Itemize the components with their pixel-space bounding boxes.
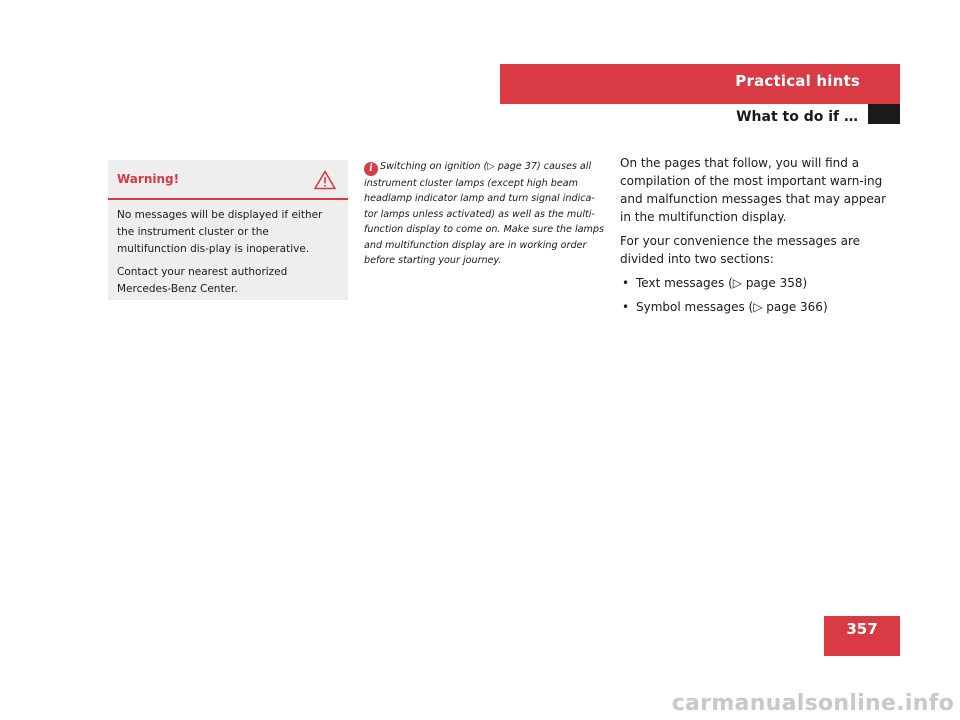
- chapter-tab: [868, 104, 900, 124]
- list-item-label: Text messages (: [636, 276, 733, 290]
- warning-paragraph: No messages will be displayed if either the instrument cluster or the multifunction dis-play is inoperative.: [117, 209, 323, 255]
- warning-header: [108, 160, 348, 200]
- intro-paragraph: On the pages that follow, you will find a compilation of the most important warn-ing and malfunction messages that may appear in the multifunction display.: [620, 156, 886, 224]
- subsection-title: What to do if …: [736, 109, 858, 125]
- warning-title: Warning!: [117, 172, 180, 186]
- main-column: [620, 154, 890, 322]
- page-ref-arrow: ▷: [732, 276, 742, 290]
- watermark: carmanualsonline.info: [671, 691, 954, 716]
- list-item: [620, 298, 890, 316]
- list-item: [620, 274, 890, 292]
- list-item-close: ): [802, 276, 808, 290]
- page-ref-arrow: ▷: [487, 161, 495, 172]
- info-text-rest: ) causes all instrument cluster lamps (except high beam headlamp indicator lamp and turn signal indica-tor lamps unless activated) as well as the multi-function display to come on. Make sure the lamps and multifunction display are in working order before starting your journey.: [364, 161, 604, 267]
- page-number-box: [824, 616, 900, 656]
- message-sections-list: [620, 274, 890, 316]
- info-text: [364, 159, 606, 269]
- page-ref-arrow: ▷: [753, 300, 763, 314]
- page-ref-link[interactable]: page 366: [762, 300, 823, 314]
- info-text-start: Switching on ignition (: [380, 161, 488, 172]
- header-band: [500, 64, 900, 104]
- list-item-close: ): [822, 300, 828, 314]
- page-number: 357: [846, 620, 878, 638]
- warning-triangle-icon: [314, 170, 336, 190]
- warning-paragraph: Contact your nearest authorized Mercedes-Benz Center.: [117, 266, 288, 295]
- warning-box: [108, 160, 348, 300]
- page-ref-link[interactable]: page 358: [742, 276, 803, 290]
- info-note: [364, 159, 606, 269]
- warning-body: [108, 200, 348, 298]
- info-icon: i: [364, 162, 378, 176]
- page-ref-link[interactable]: page 37: [494, 161, 537, 172]
- list-item-label: Symbol messages (: [636, 300, 754, 314]
- section-title: Practical hints: [735, 72, 860, 90]
- sections-paragraph: For your convenience the messages are divided into two sections:: [620, 234, 861, 266]
